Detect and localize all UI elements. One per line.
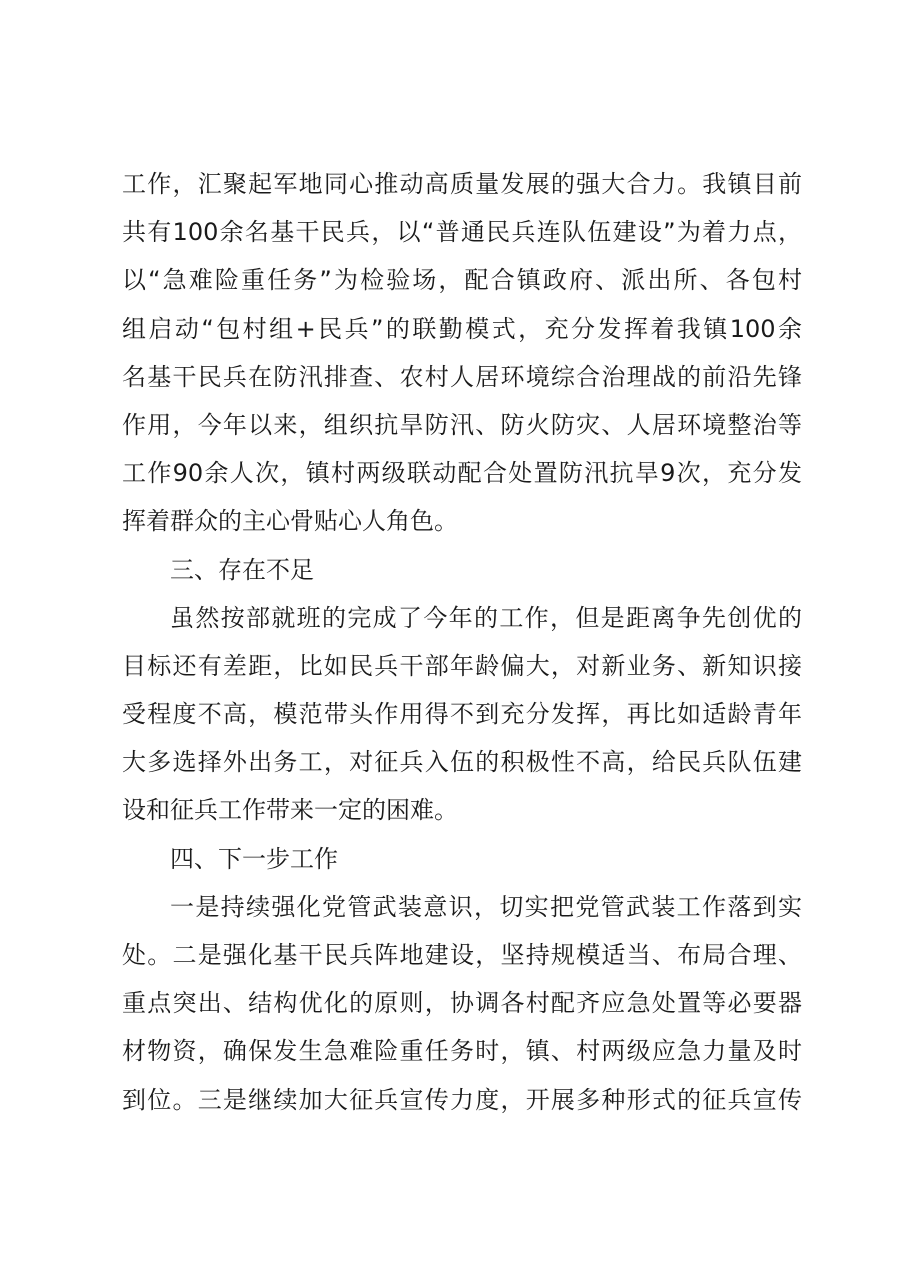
paragraph-line: 目标还有差距，比如民兵干部年龄偏大，对新业务、新知识接 bbox=[122, 651, 802, 680]
paragraph-line: 设和征兵工作带来一定的困难。 bbox=[122, 796, 458, 825]
paragraph-line: 工作，汇聚起军地同心推动高质量发展的强大合力。我镇目前 bbox=[122, 170, 802, 198]
paragraph-line: 虽然按部就班的完成了今年的工作，但是距离争先创优的 bbox=[170, 603, 802, 632]
paragraph-line: 重点突出、结构优化的原则，协调各村配齐应急处置等必要器 bbox=[122, 989, 802, 1018]
paragraph-line: 以“急难险重任务”为检验场，配合镇政府、派出所、各包村 bbox=[122, 266, 802, 295]
paragraph-line: 作用，今年以来，组织抗旱防汛、防火防灾、人居环境整治等 bbox=[122, 410, 802, 439]
paragraph-line: 一是持续强化党管武装意识，切实把党管武装工作落到实 bbox=[170, 892, 802, 921]
paragraph-line: 共有100余名基干民兵，以“普通民兵连队伍建设”为着力点， bbox=[122, 218, 802, 247]
paragraph-line: 大多选择外出务工，对征兵入伍的积极性不高，给民兵队伍建 bbox=[122, 748, 802, 777]
paragraph-line: 工作90余人次，镇村两级联动配合处置防汛抗旱9次，充分发 bbox=[122, 459, 802, 488]
paragraph-line: 名基干民兵在防汛排查、农村人居环境综合治理战的前沿先锋 bbox=[122, 362, 802, 391]
paragraph-line: 处。二是强化基干民兵阵地建设，坚持规模适当、布局合理、 bbox=[122, 941, 802, 969]
paragraph-line: 组启动“包村组+民兵”的联勤模式，充分发挥着我镇100余 bbox=[122, 314, 802, 343]
section-heading-shortcomings: 三、存在不足 bbox=[170, 555, 314, 584]
paragraph-line: 挥着群众的主心骨贴心人角色。 bbox=[122, 507, 458, 536]
paragraph-line: 受程度不高，模范带头作用得不到充分发挥，再比如适龄青年 bbox=[122, 700, 802, 729]
document-body bbox=[122, 160, 802, 1124]
section-heading-next-steps: 四、下一步工作 bbox=[170, 844, 338, 873]
paragraph-line: 到位。三是继续加大征兵宣传力度，开展多种形式的征兵宣传 bbox=[122, 1085, 802, 1114]
paragraph-line: 材物资，确保发生急难险重任务时，镇、村两级应急力量及时 bbox=[122, 1037, 802, 1066]
